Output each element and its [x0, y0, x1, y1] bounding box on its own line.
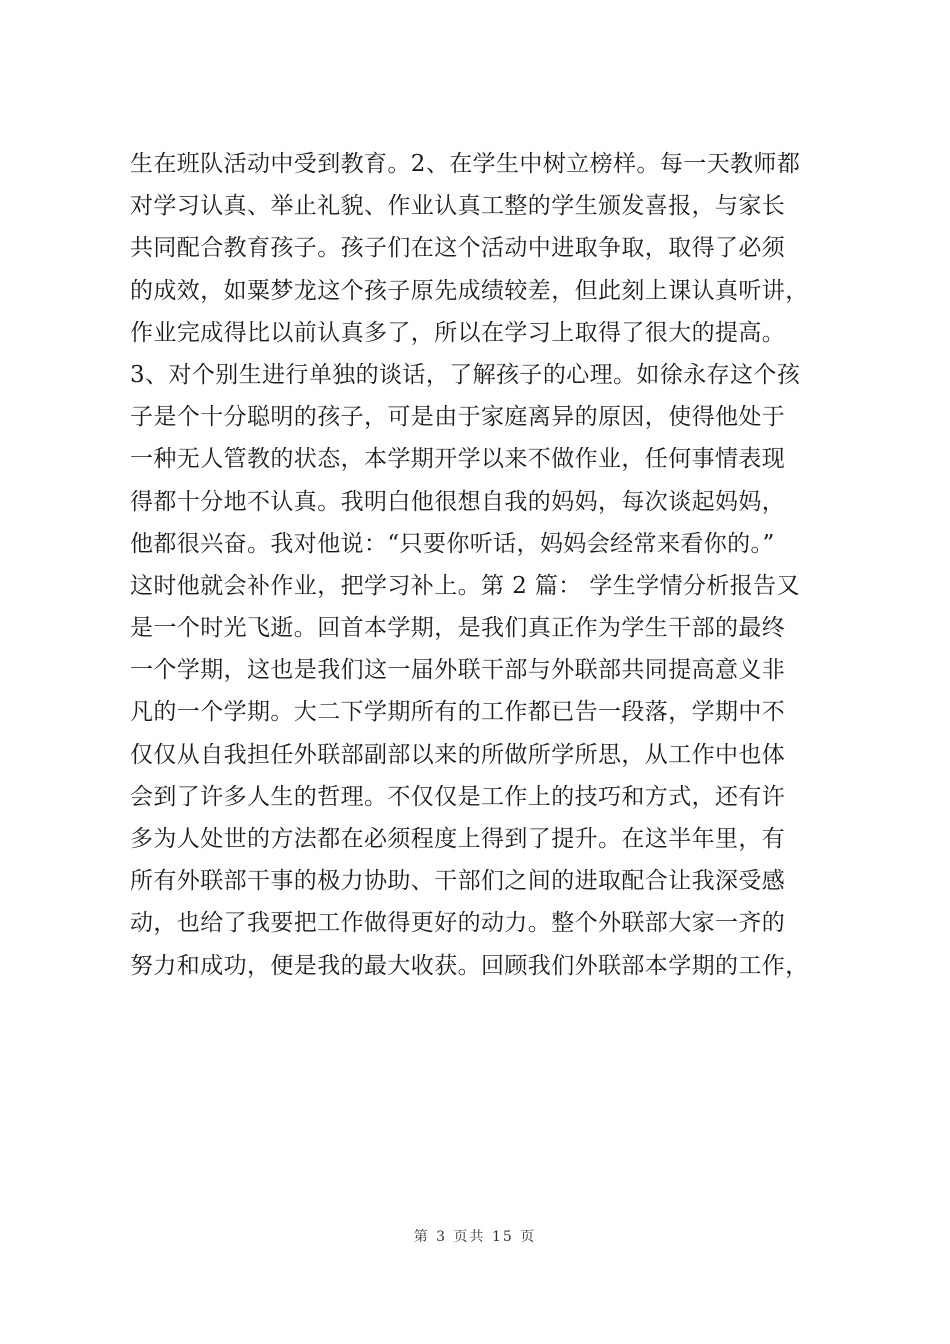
text-line-14: 凡的一个学期。大二下学期所有的工作都已告一段落，学期中不 — [130, 699, 786, 726]
text-line-12: 是一个时光飞逝。回首本学期，是我们真正作为学生干部的最终 — [130, 615, 786, 642]
text-line-10: 他都很兴奋。我对他说：“只要你听话，妈妈会经常来看你的。” — [130, 530, 775, 557]
text-line-2: 对学习认真、举止礼貌、作业认真工整的学生颁发喜报，与家长 — [130, 193, 786, 220]
text-line-9: 得都十分地不认真。我明白他很想自我的妈妈，每次谈起妈妈， — [130, 488, 786, 515]
text-line-8: 一种无人管教的状态，本学期开学以来不做作业，任何事情表现 — [130, 446, 786, 473]
text-line-6: 3、对个别生进行单独的谈话，了解孩子的心理。如徐永存这个孩 — [130, 361, 801, 388]
page-number-footer: 第 3 页共 15 页 — [413, 1229, 537, 1245]
text-line-17: 多为人处世的方法都在必须程度上得到了提升。在这半年里，有 — [130, 826, 786, 852]
text-line-16: 会到了许多人生的哲理。不仅仅是工作上的技巧和方式，还有许 — [130, 783, 786, 810]
text-line-15: 仅仅从自我担任外联部副部以来的所做所学所思，从工作中也体 — [130, 741, 786, 768]
text-line-20: 努力和成功，便是我的最大收获。回顾我们外联部本学期的工作， — [130, 952, 809, 979]
body-text — [130, 143, 850, 987]
text-line-18: 所有外联部干事的极力协助、干部们之间的进取配合让我深受感 — [130, 868, 786, 895]
text-line-11: 这时他就会补作业，把学习补上。第 2 篇： 学生学情分析报告又 — [130, 572, 800, 599]
text-line-19: 动，也给了我要把工作做得更好的动力。整个外联部大家一齐的 — [130, 910, 786, 937]
text-line-13: 一个学期，这也是我们这一届外联干部与外联部共同提高意义非 — [130, 657, 786, 684]
text-line-7: 子是个十分聪明的孩子，可是由于家庭离异的原因，使得他处于 — [130, 404, 786, 431]
text-line-5: 作业完成得比以前认真多了，所以在学习上取得了很大的提高。 — [130, 319, 786, 346]
text-line-3: 共同配合教育孩子。孩子们在这个活动中进取争取，取得了必须 — [130, 235, 786, 262]
text-line-1: 生在班队活动中受到教育。2、在学生中树立榜样。每一天教师都 — [130, 151, 801, 177]
text-line-4: 的成效，如粟梦龙这个孩子原先成绩较差，但此刻上课认真听讲， — [130, 277, 809, 304]
